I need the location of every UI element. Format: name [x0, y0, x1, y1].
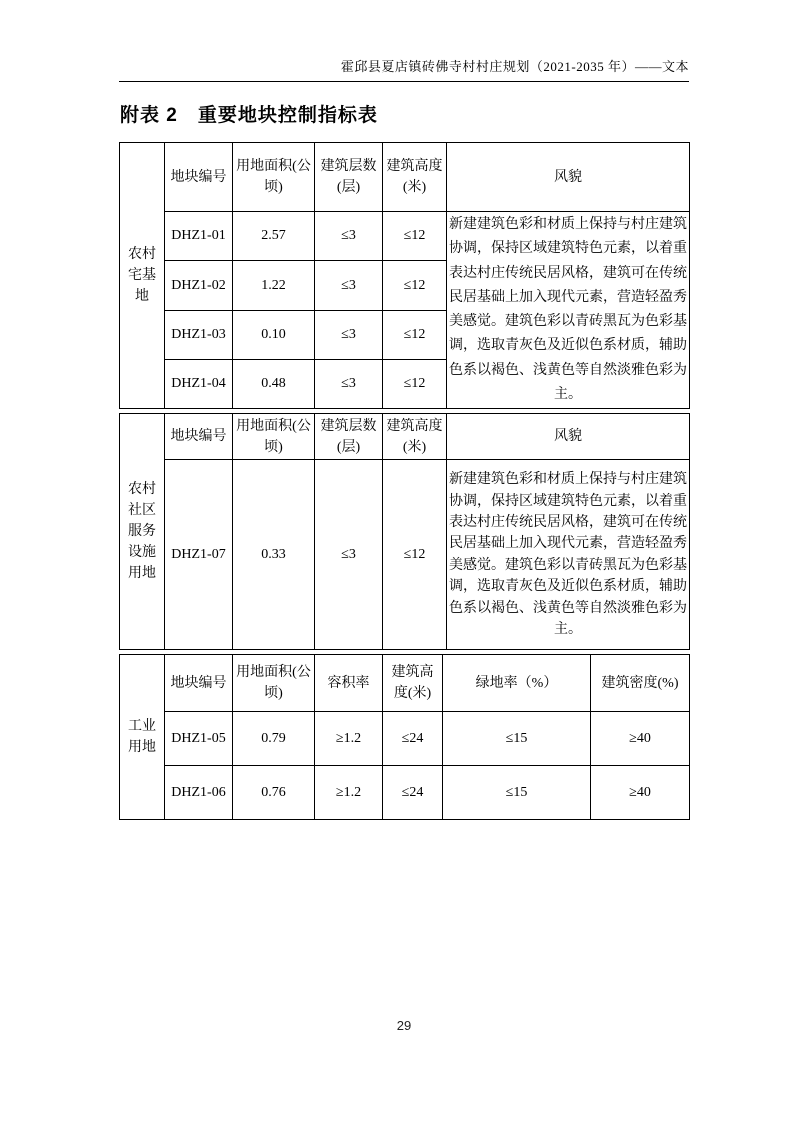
- col-header-fengmao: 风貌: [447, 143, 690, 212]
- area-cell: 0.76: [233, 766, 315, 820]
- col-header-height: 建筑高度(米): [383, 655, 443, 712]
- control-indicator-table: [119, 142, 689, 820]
- floors-cell: ≤3: [315, 360, 383, 409]
- floors-cell: ≤3: [315, 261, 383, 310]
- green-ratio-cell: ≤15: [443, 712, 591, 766]
- category-cell: 农村宅基地: [120, 143, 165, 409]
- category-cell: 工业用地: [120, 655, 165, 820]
- floors-cell: ≤3: [315, 212, 383, 261]
- plot-code-cell: DHZ1-02: [165, 261, 233, 310]
- density-cell: ≥40: [591, 712, 690, 766]
- col-header-plot-code: 地块编号: [165, 143, 233, 212]
- area-cell: 1.22: [233, 261, 315, 310]
- col-header-building-density: 建筑密度(%): [591, 655, 690, 712]
- plot-code-cell: DHZ1-07: [165, 460, 233, 650]
- area-cell: 0.10: [233, 310, 315, 359]
- running-header: [119, 56, 689, 82]
- table-section-rural-homestead: [119, 142, 690, 409]
- table-row: [120, 766, 690, 820]
- height-cell: ≤12: [383, 261, 447, 310]
- fengmao-cell: 新建建筑色彩和材质上保持与村庄建筑协调，保持区域建筑特色元素，以着重表达村庄传统民居风格，建筑可在传统民居基础上加入现代元素，营造轻盈秀美感觉。建筑色彩以青砖黑瓦为色彩基调，选取青灰色及近似色系材质，辅助色系以褐色、浅黄色等自然淡雅色彩为主。: [447, 460, 690, 650]
- table-section-community-service: [119, 413, 690, 650]
- area-cell: 0.48: [233, 360, 315, 409]
- height-cell: ≤12: [383, 360, 447, 409]
- area-cell: 0.33: [233, 460, 315, 650]
- col-header-plot-code: 地块编号: [165, 414, 233, 460]
- height-cell: ≤12: [383, 460, 447, 650]
- table-row: [120, 712, 690, 766]
- height-cell: ≤12: [383, 310, 447, 359]
- density-cell: ≥40: [591, 766, 690, 820]
- col-header-land-area: 用地面积(公顷): [233, 655, 315, 712]
- green-ratio-cell: ≤15: [443, 766, 591, 820]
- col-header-floors: 建筑层数(层): [315, 414, 383, 460]
- far-cell: ≥1.2: [315, 766, 383, 820]
- col-header-height: 建筑高度(米): [383, 143, 447, 212]
- far-cell: ≥1.2: [315, 712, 383, 766]
- area-cell: 2.57: [233, 212, 315, 261]
- area-cell: 0.79: [233, 712, 315, 766]
- category-cell: 农村社区服务设施用地: [120, 414, 165, 650]
- height-cell: ≤24: [383, 712, 443, 766]
- plot-code-cell: DHZ1-03: [165, 310, 233, 359]
- plot-code-cell: DHZ1-06: [165, 766, 233, 820]
- table-row: [120, 460, 690, 650]
- page-number: 29: [396, 1018, 412, 1033]
- height-cell: ≤24: [383, 766, 443, 820]
- col-header-green-ratio: 绿地率（%）: [443, 655, 591, 712]
- col-header-height: 建筑高度(米): [383, 414, 447, 460]
- col-header-land-area: 用地面积(公顷): [233, 414, 315, 460]
- col-header-far: 容积率: [315, 655, 383, 712]
- floors-cell: ≤3: [315, 460, 383, 650]
- doc-title: 附表 2 重要地块控制指标表: [120, 105, 378, 126]
- fengmao-cell: 新建建筑色彩和材质上保持与村庄建筑协调，保持区域建筑特色元素，以着重表达村庄传统民居风格，建筑可在传统民居基础上加入现代元素，营造轻盈秀美感觉。建筑色彩以青砖黑瓦为色彩基调，选取青灰色及近似色系材质，辅助色系以褐色、浅黄色等自然淡雅色彩为主。: [447, 212, 690, 409]
- height-cell: ≤12: [383, 212, 447, 261]
- col-header-land-area: 用地面积(公顷): [233, 143, 315, 212]
- table-section-industrial: [119, 654, 690, 820]
- plot-code-cell: DHZ1-01: [165, 212, 233, 261]
- col-header-plot-code: 地块编号: [165, 655, 233, 712]
- floors-cell: ≤3: [315, 310, 383, 359]
- plot-code-cell: DHZ1-04: [165, 360, 233, 409]
- table-row: [120, 212, 690, 261]
- running-header-text: 霍邱县夏店镇砖佛寺村村庄规划（2021-2035 年）——文本: [340, 59, 689, 74]
- plot-code-cell: DHZ1-05: [165, 712, 233, 766]
- col-header-fengmao: 风貌: [447, 414, 690, 460]
- col-header-floors: 建筑层数(层): [315, 143, 383, 212]
